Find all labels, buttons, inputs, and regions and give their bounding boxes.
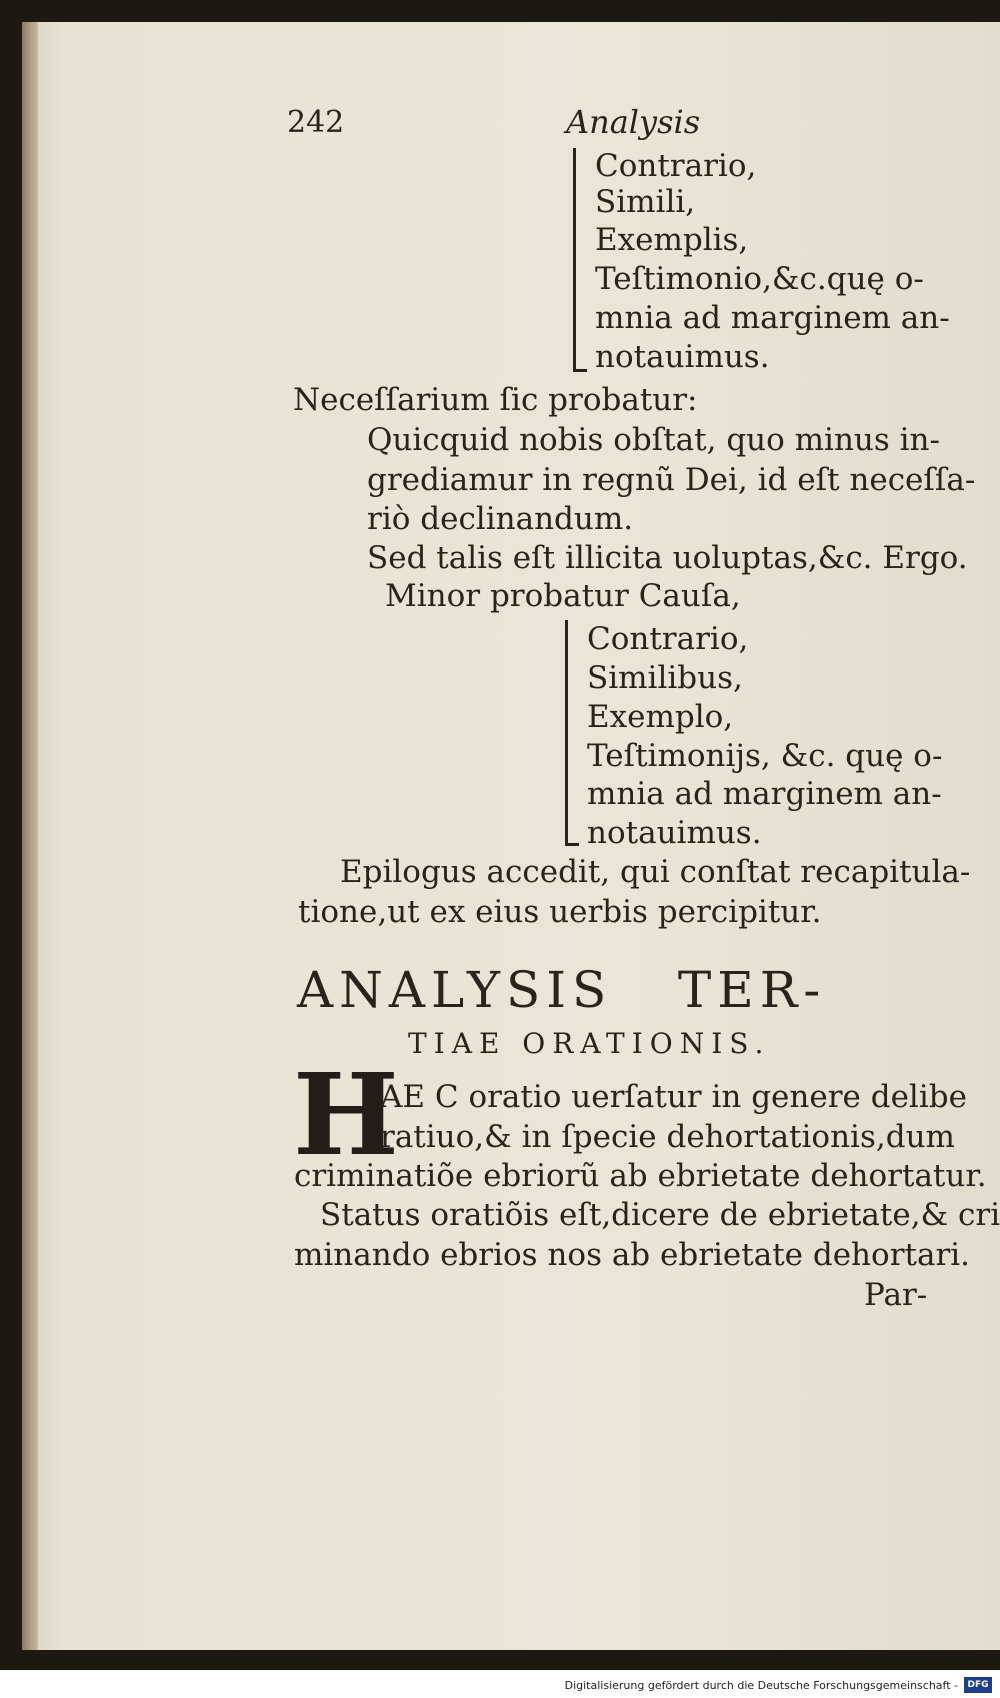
syllogism-line-2: grediamur in regnũ Dei, id eſt neceſſa- xyxy=(367,462,976,498)
bracket2-line-4: Teſtimonijs, &c. quę o- xyxy=(587,738,943,774)
bracket-2 xyxy=(565,620,568,844)
section-subheading: TIAE ORATIONIS. xyxy=(408,1027,771,1060)
page-number: 242 xyxy=(287,105,345,140)
drop-cap: H xyxy=(293,1050,399,1181)
bracket2-line-2: Similibus, xyxy=(587,660,743,696)
bracket1-line-4: Teſtimonio,&c.quę o- xyxy=(595,261,924,297)
footer-bar xyxy=(0,1670,1000,1698)
catchword: Par- xyxy=(864,1277,928,1313)
running-title: Analysis xyxy=(566,103,701,141)
syllogism-line-1: Quicquid nobis obſtat, quo minus in- xyxy=(367,422,941,458)
necessarium-line: Neceſſarium ſic probatur: xyxy=(293,382,698,418)
body-line-1: AE C oratio uerſatur in genere delibe xyxy=(380,1079,967,1115)
epilogus-line-2: tione,ut ex eius uerbis percipitur. xyxy=(298,894,822,930)
bracket1-line-3: Exemplis, xyxy=(595,222,749,258)
body-line-4: Status oratiõis eſt,dicere de ebrietate,& cri xyxy=(320,1197,1000,1233)
bracket-1 xyxy=(573,148,576,370)
bracket2-line-5: mnia ad marginem an- xyxy=(587,776,942,812)
bracket2-line-3: Exemplo, xyxy=(587,699,734,735)
footer-credit: Digitalisierung gefördert durch die Deutsche Forschungsgemeinschaft - xyxy=(564,1679,958,1692)
minor-line: Minor probatur Cauſa, xyxy=(385,578,741,614)
body-line-2: ratiuo,& in ſpecie dehortationis,dum xyxy=(380,1119,955,1155)
bracket2-line-1: Contrario, xyxy=(587,621,749,657)
body-line-3: criminatiõe ebriorũ ab ebrietate dehortatur. xyxy=(294,1158,987,1194)
page-edge xyxy=(22,22,38,1650)
bracket1-line-1: Contrario, xyxy=(595,148,757,184)
epilogus-line-1: Epilogus accedit, qui conſtat recapitula- xyxy=(340,854,971,890)
bracket2-line-6: notauimus. xyxy=(587,815,762,851)
body-line-5: minando ebrios nos ab ebrietate dehortari. xyxy=(294,1237,971,1273)
bracket1-line-6: notauimus. xyxy=(595,339,770,375)
section-heading: ANALYSIS TER- xyxy=(297,961,827,1019)
syllogism-line-4: Sed talis eſt illicita uoluptas,&c. Ergo. xyxy=(367,540,968,576)
dfg-logo-icon: DFG xyxy=(964,1677,992,1693)
syllogism-line-3: riò declinandum. xyxy=(367,501,634,537)
bracket1-line-2: Simili, xyxy=(595,184,696,220)
bracket1-line-5: mnia ad marginem an- xyxy=(595,300,950,336)
